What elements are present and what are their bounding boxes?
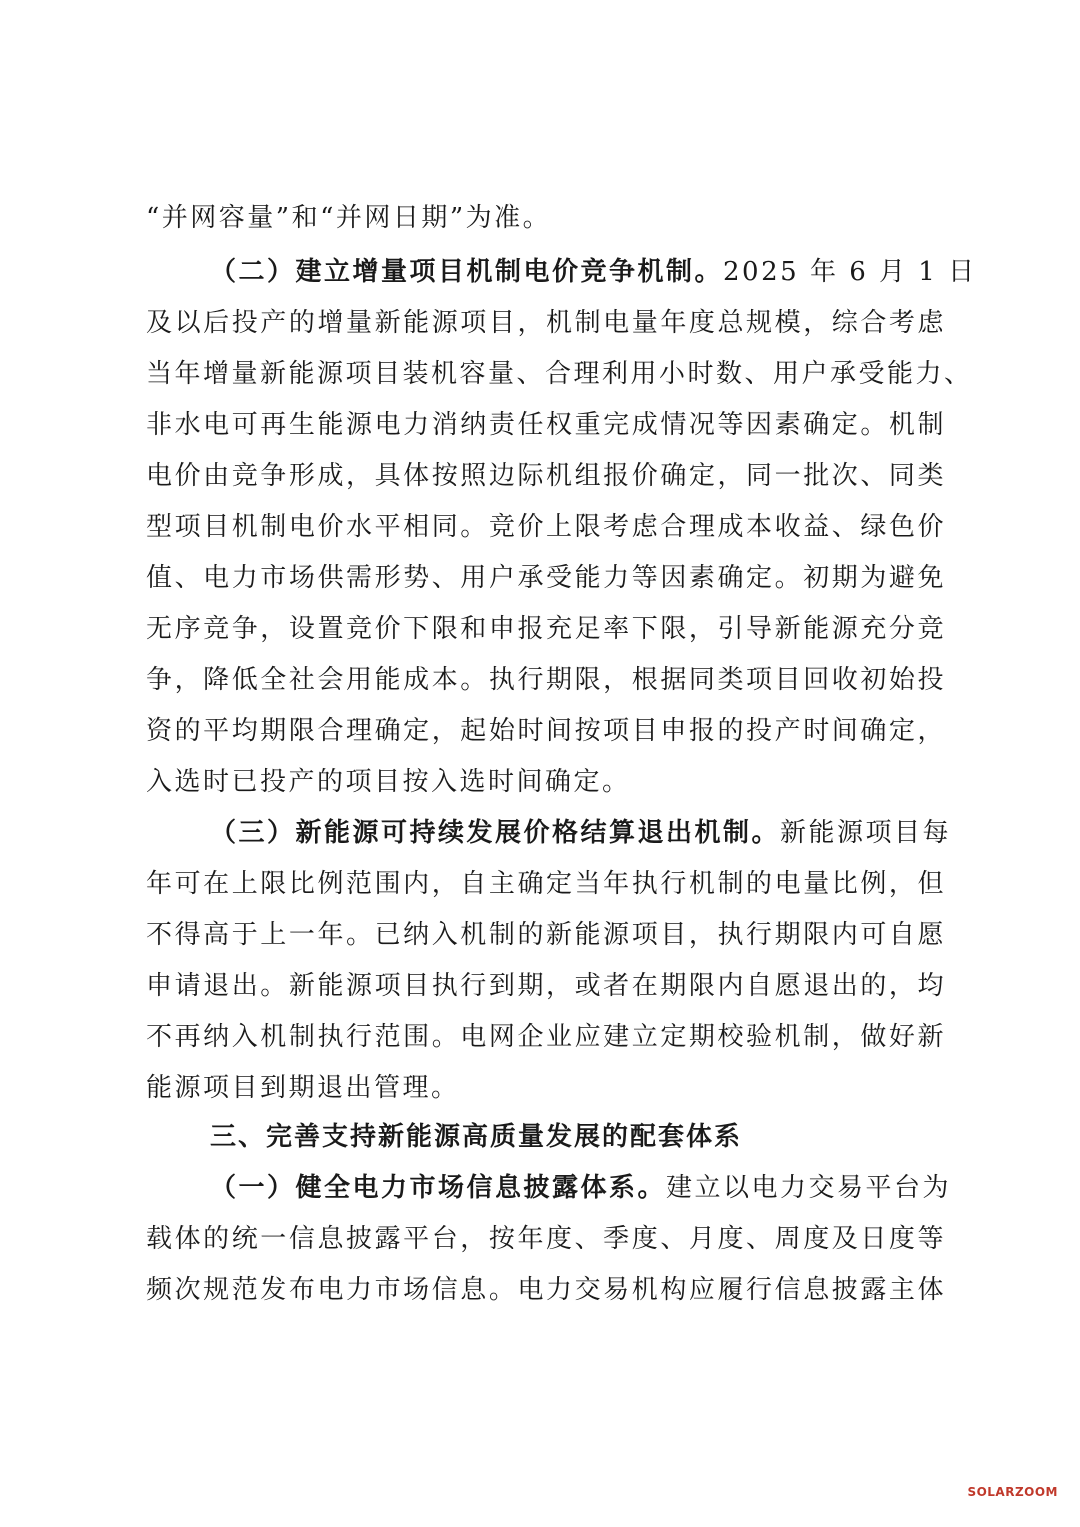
paragraph-text: 建立以电力交易平台为 [666,1173,952,1203]
paragraph-line: 及以后投产的增量新能源项目，机制电量年度总规模，综合考虑 [146,308,946,338]
paragraph-text: 新能源项目每 [780,818,952,848]
paragraph-line: 无序竞争，设置竞价下限和申报充足率下限，引导新能源充分竞 [146,614,946,644]
paragraph-line: “并网容量”和“并网日期”为准。 [146,203,552,233]
section-subheading: （二）建立增量项目机制电价竞争机制。 [210,257,724,287]
paragraph-line: 申请退出。新能源项目执行到期，或者在期限内自愿退出的，均 [146,971,946,1001]
paragraph-line: 不得高于上一年。已纳入机制的新能源项目，执行期限内可自愿 [146,920,946,950]
paragraph-lead-line [210,813,952,853]
paragraph-lead-line [210,252,977,292]
paragraph-text: 2025 年 6 月 1 日 [723,257,977,287]
paragraph-line: 当年增量新能源项目装机容量、合理利用小时数、用户承受能力、 [146,359,973,389]
section-heading: 三、完善支持新能源高质量发展的配套体系 [210,1122,743,1152]
section-subheading: （一）健全电力市场信息披露体系。 [210,1173,667,1203]
paragraph-line: 载体的统一信息披露平台，按年度、季度、月度、周度及日度等 [146,1224,946,1254]
paragraph-line: 频次规范发布电力市场信息。电力交易机构应履行信息披露主体 [146,1275,946,1305]
paragraph-line: 型项目机制电价水平相同。竞价上限考虑合理成本收益、绿色价 [146,512,946,542]
paragraph-line: 能源项目到期退出管理。 [146,1073,460,1103]
paragraph-line: 争，降低全社会用能成本。执行期限，根据同类项目回收初始投 [146,665,946,695]
paragraph-line: 资的平均期限合理确定，起始时间按项目申报的投产时间确定， [146,716,946,746]
paragraph-line: 电价由竞争形成，具体按照边际机组报价确定，同一批次、同类 [146,461,946,491]
watermark-logo: SOLARZOOM [967,1485,1058,1499]
paragraph-line: 值、电力市场供需形势、用户承受能力等因素确定。初期为避免 [146,563,946,593]
paragraph-line: 年可在上限比例范围内，自主确定当年执行机制的电量比例，但 [146,869,946,899]
paragraph-line: 不再纳入机制执行范围。电网企业应建立定期校验机制，做好新 [146,1022,946,1052]
section-subheading: （三）新能源可持续发展价格结算退出机制。 [210,818,781,848]
paragraph-line: 非水电可再生能源电力消纳责任权重完成情况等因素确定。机制 [146,410,946,440]
paragraph-line: 入选时已投产的项目按入选时间确定。 [146,767,631,797]
paragraph-lead-line [210,1168,952,1208]
